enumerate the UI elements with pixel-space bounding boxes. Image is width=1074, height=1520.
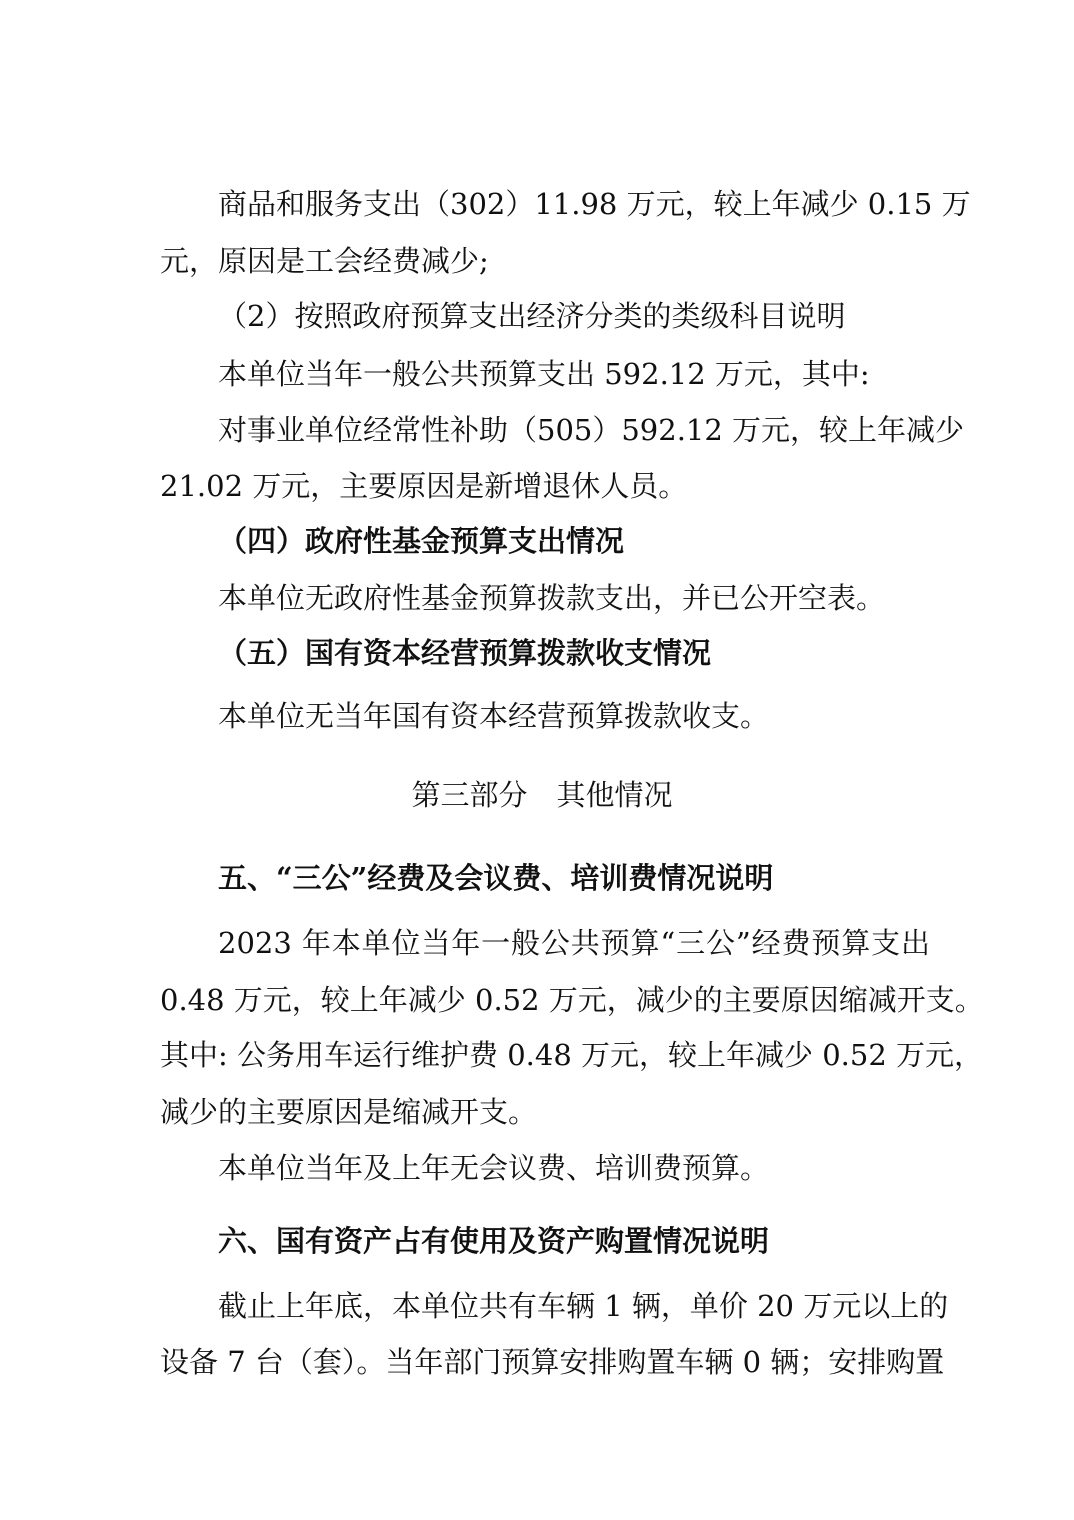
- paragraph-line: 本单位无政府性基金预算拨款支出，并已公开空表。: [218, 581, 886, 615]
- section-heading: （四）政府性基金预算支出情况: [218, 524, 625, 558]
- part-title: 第三部分 其他情况: [411, 778, 673, 812]
- paragraph-line: 减少的主要原因是缩减开支。: [160, 1095, 538, 1129]
- paragraph-line: 本单位当年一般公共预算支出 592.12 万元，其中:: [218, 357, 870, 391]
- paragraph-line: 对事业单位经常性补助（505）592.12 万元，较上年减少: [218, 413, 965, 447]
- paragraph-line: 商品和服务支出（302）11.98 万元，较上年减少 0.15 万: [218, 187, 971, 221]
- paragraph-line: 其中: 公务用车运行维护费 0.48 万元，较上年减少 0.52 万元，: [160, 1038, 984, 1072]
- paragraph-line: 0.48 万元，较上年减少 0.52 万元，减少的主要原因缩减开支。: [160, 983, 984, 1017]
- paragraph-line: 21.02 万元，主要原因是新增退休人员。: [160, 469, 688, 503]
- section-heading: （五）国有资本经营预算拨款收支情况: [218, 636, 712, 670]
- paragraph-line: 设备 7 台（套）。当年部门预算安排购置车辆 0 辆；安排购置: [160, 1345, 945, 1379]
- chapter-heading: 五、“三公”经费及会议费、培训费情况说明: [218, 861, 774, 895]
- chapter-heading: 六、国有资产占有使用及资产购置情况说明: [218, 1224, 770, 1258]
- subsection-heading: （2）按照政府预算支出经济分类的类级科目说明: [218, 299, 846, 333]
- paragraph-line: 2023 年本单位当年一般公共预算“三公”经费预算支出: [218, 926, 930, 960]
- paragraph-line: 本单位当年及上年无会议费、培训费预算。: [218, 1151, 770, 1185]
- paragraph-line: 元，原因是工会经费减少;: [160, 244, 489, 278]
- paragraph-line: 截止上年底，本单位共有车辆 1 辆，单价 20 万元以上的: [218, 1289, 949, 1323]
- paragraph-line: 本单位无当年国有资本经营预算拨款收支。: [218, 699, 770, 733]
